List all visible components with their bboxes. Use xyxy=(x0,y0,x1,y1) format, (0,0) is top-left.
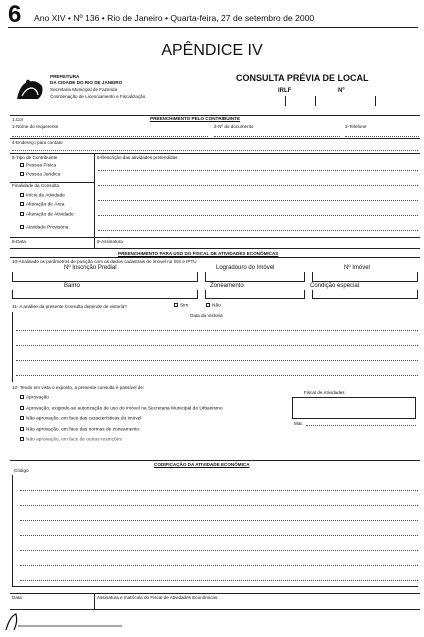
telefone-field[interactable] xyxy=(345,136,419,137)
cpf-field[interactable] xyxy=(214,136,340,137)
inscricao-label: Nº Inscrição Predial xyxy=(64,265,117,271)
codigo-line-6[interactable] xyxy=(20,565,418,566)
finalidade-label: Finalidade da Consulta xyxy=(12,183,59,188)
codigo-box[interactable] xyxy=(12,475,418,587)
vistoria-line-3[interactable] xyxy=(16,360,418,361)
codigo-line-2[interactable] xyxy=(20,505,418,506)
org-line3: Secretaria Municipal de Fazenda xyxy=(50,87,118,92)
descricao-line-1[interactable] xyxy=(98,170,418,171)
tipo-label: 5-Tipo de Contribuinte xyxy=(12,155,58,160)
vistoria-line-2[interactable] xyxy=(16,345,418,346)
assinatura-final-label: Assinatura e matrícula do Fiscal de Atividades Econômicas xyxy=(97,595,218,600)
fin-area[interactable]: Alteração de Área xyxy=(20,202,64,208)
cpf-label: 2-Nº do documento xyxy=(214,124,254,129)
fin-atividade[interactable]: Alteração de Atividade xyxy=(20,212,74,218)
no-label: Nº xyxy=(338,88,345,94)
codigo-line-7[interactable] xyxy=(20,580,418,581)
vistoria-nao[interactable]: Não xyxy=(206,303,221,309)
zoneamento-label: Zoneamento xyxy=(210,283,244,289)
descricao-line-3[interactable] xyxy=(98,200,418,201)
codigo-line-4[interactable] xyxy=(20,535,418,536)
fiscal-box[interactable] xyxy=(292,397,416,419)
section2-title: PREENCHIMENTO PARA USO DO FISCAL DE ATIVIDADES ECONÔMICAS xyxy=(118,251,279,256)
numeracao-label: Nº Imóvel xyxy=(344,265,370,271)
edition-line: Ano XIV • Nº 136 • Rio de Janeiro • Quarta-feira, 27 de setembro de 2000 xyxy=(34,13,315,23)
irlf-label: IRLF xyxy=(278,88,292,94)
matricula-label: Mat. xyxy=(294,421,303,426)
bairro-box[interactable] xyxy=(12,290,198,299)
org-line2: DA CIDADE DO RIO DE JANEIRO xyxy=(50,80,123,85)
opt-aprovacao[interactable]: Aprovação xyxy=(20,395,49,401)
org-line1: PREFEITURA xyxy=(50,74,80,79)
signature-scribble xyxy=(4,612,124,632)
opt-nao-zoneamento[interactable]: Não aprovação, em face das normas de zoneamento xyxy=(20,427,139,433)
data-final-label: Data xyxy=(12,595,22,600)
page-number: 6 xyxy=(8,1,22,28)
codigo-label: Código xyxy=(14,468,29,473)
page-title: APÊNDICE IV xyxy=(161,42,263,59)
inscricao-box[interactable] xyxy=(12,272,198,282)
section3-title: CODIFICAÇÃO DA ATIVIDADE ECONÔMICA xyxy=(154,462,250,467)
data-vistoria-label: Data da Vistoria xyxy=(190,313,223,318)
tipo-pf[interactable]: Pessoa Física xyxy=(20,163,56,169)
codigo-line-1[interactable] xyxy=(20,490,418,491)
logradouro-box[interactable] xyxy=(205,272,305,282)
condicao-label: Condição especial xyxy=(310,283,360,289)
org-logo xyxy=(14,76,46,102)
header-rule xyxy=(8,27,418,28)
fin-provisoria[interactable]: Atividade Provisória xyxy=(20,225,68,231)
codigo-line-3[interactable] xyxy=(20,520,418,521)
nome-label: 1-Nome do requerente xyxy=(12,124,59,129)
opt-nao-outras[interactable]: Não aprovação, em face de outras restrições xyxy=(20,437,122,443)
intro-10: 10-Analisado os parâmetros de posição com as dados cadastrais do imóvel no ISS e IPTU xyxy=(12,259,197,264)
opt-nao-caracteristicas[interactable]: Não aprovação, em face das características do imóvel xyxy=(20,416,141,422)
org-line4: Coordenação de Licenciamento e Fiscalização xyxy=(50,94,146,99)
item11-label: 11- A análise da presente Consulta depende de vistoria? xyxy=(12,304,127,309)
descricao-line-2[interactable] xyxy=(98,185,418,186)
tipo-pj[interactable]: Pessoa Jurídica xyxy=(20,172,60,178)
telefone-label: 3-Telefone xyxy=(345,124,367,129)
logradouro-label: Logradouro do Imóvel xyxy=(216,265,275,271)
nome-field[interactable] xyxy=(12,136,208,137)
condicao-box[interactable] xyxy=(312,290,418,299)
zoneamento-box[interactable] xyxy=(205,290,305,299)
codigo-line-5[interactable] xyxy=(20,550,418,551)
assinatura-label: 9-Assinatura xyxy=(97,239,123,244)
descricao-label: 6-Descrição das atividades pretendidas xyxy=(97,155,178,160)
endereco-label: 4-Endereço para contato xyxy=(12,140,63,145)
descricao-line-5[interactable] xyxy=(98,230,418,231)
descricao-line-4[interactable] xyxy=(98,215,418,216)
numeracao-box[interactable] xyxy=(312,272,418,282)
data-label: 8-Data xyxy=(12,239,26,244)
matricula-field[interactable] xyxy=(306,425,416,426)
fin-inicio[interactable]: Início de Atividade xyxy=(20,193,65,199)
fiscal-label: Fiscal de Atividades xyxy=(304,390,345,395)
vistoria-line-4[interactable] xyxy=(16,375,418,376)
section1-title: PREENCHIMENTO PELO CONTRIBUINTE xyxy=(150,116,241,121)
form-title: CONSULTA PRÉVIA DE LOCAL xyxy=(236,73,369,83)
opt-aprovacao-smu[interactable]: Aprovação, exigindo-se autorização de uso do imóvel na Secretaria Municipal de Urbanismo xyxy=(20,406,223,412)
bairro-label: Bairro xyxy=(64,283,81,289)
item12-label: 12- Tendo em vista o exposto, a presente consulta é passível de: xyxy=(12,385,145,390)
vistoria-line-1[interactable] xyxy=(16,330,418,331)
endereco-field[interactable] xyxy=(12,150,418,151)
vistoria-sim[interactable]: Sim xyxy=(174,303,188,309)
